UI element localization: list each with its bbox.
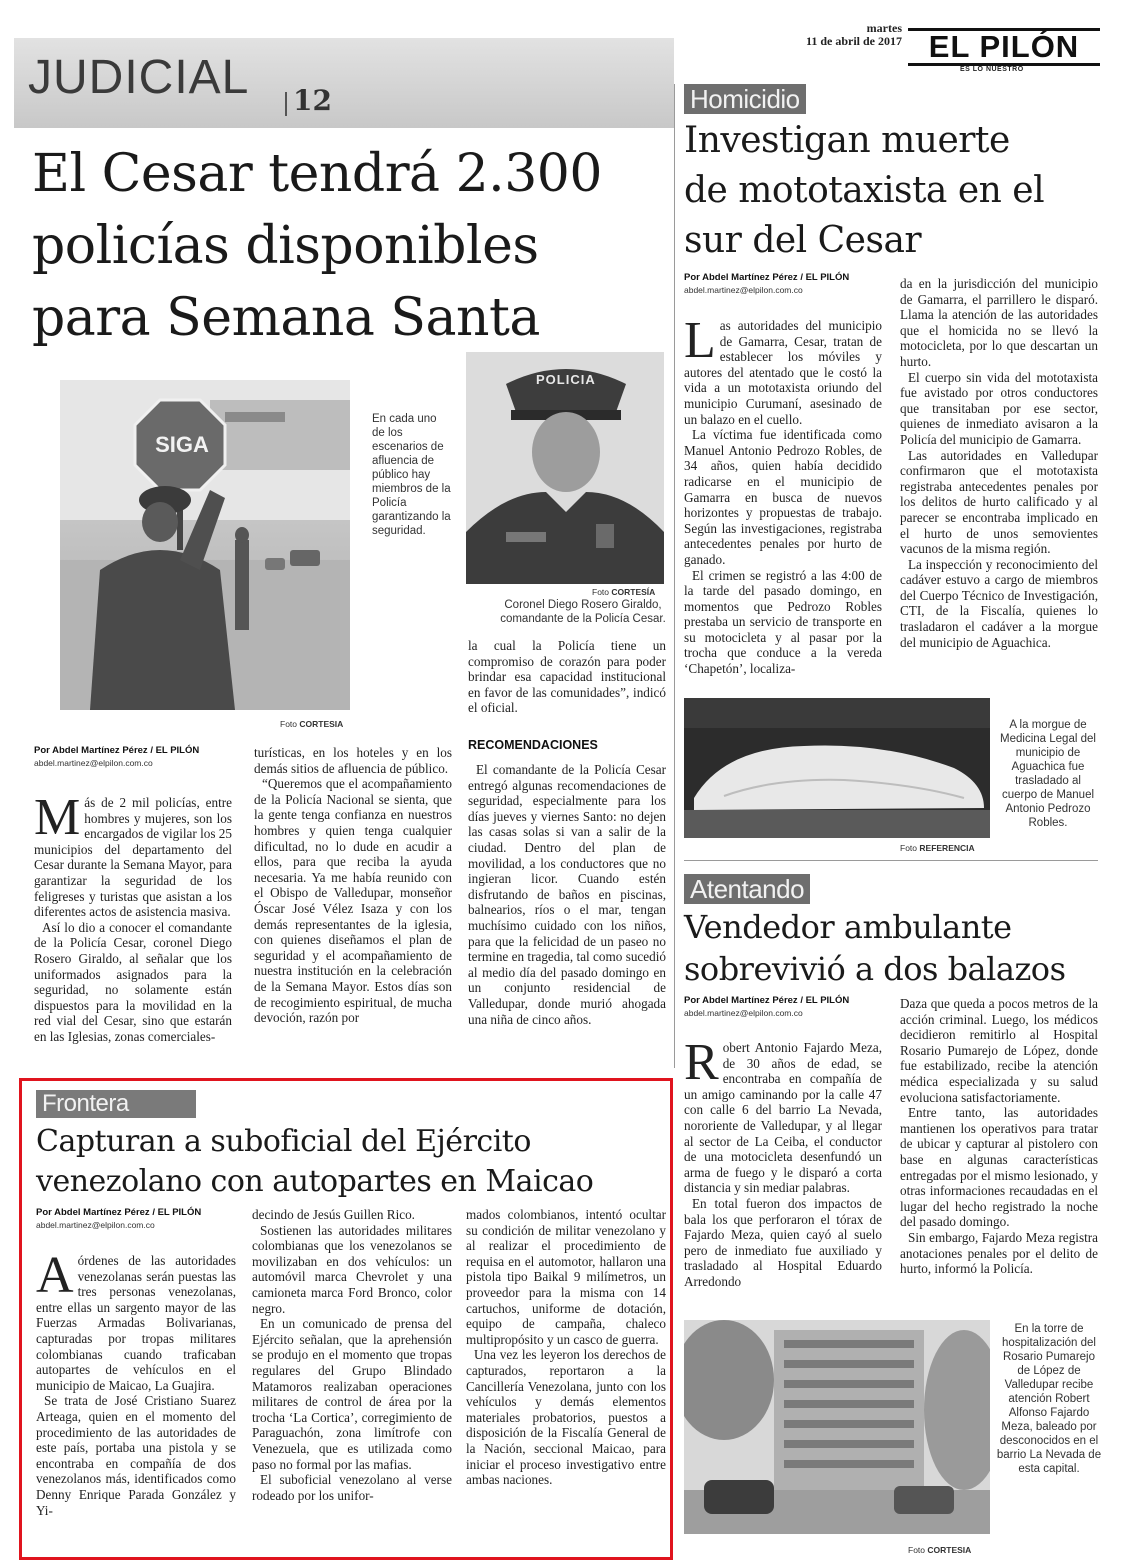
traffic-scene-illustration — [60, 380, 350, 710]
homicidio-col2-para-1: da en la jurisdicción del municipio de Gamarra, el parrillero le disparó. Llama la atención de las autoridades que el homicida no se llevó la motocicleta, por lo que descartan un hurto. — [900, 276, 1098, 369]
atentando-headline-line-2: sobrevivió a dos balazos — [684, 950, 1066, 988]
police-cap-text: POLICIA — [536, 372, 596, 387]
credit-source: CORTESIA — [299, 719, 344, 729]
main-col2-para-2: “Queremos que el acompañamiento de la Policía Nacional se sienta, que la gente tenga confianza en nuestros hombres y quien tenga cualquier dificultad, no lo dude en acudir a ellos, para que reciba la ayuda necesaria. Ya me había reunido con el Obispo de Valledupar, monseñor Óscar José Vélez Isaza y con los demás representantes de la iglesia, con quienes diseñamos el plan de seguridad y el acompañamiento de nuestra institución en la celebración de la Semana Mayor. Estos días son de recogimiento espiritual, de mucha devoción, razón por — [254, 776, 452, 1026]
atentando-tag: Atentando — [684, 874, 810, 904]
main-photo-traffic-officer — [60, 380, 350, 710]
main-byline-email: abdel.martinez@elpilon.com.co — [34, 758, 153, 768]
column-divider-right — [674, 84, 675, 1068]
homicidio-byline-email: abdel.martinez@elpilon.com.co — [684, 285, 803, 295]
main-col-1 — [34, 795, 232, 1067]
credit-source: CORTESÍA — [611, 587, 656, 597]
masthead-slogan: ES LO NUESTRO — [960, 66, 1024, 73]
homicidio-bottom-rule — [684, 860, 1098, 861]
main-col3-para-1: El comandante de la Policía Cesar entregó algunas recomendaciones de seguridad, especialmente para los días jueves y viernes Santo: no dejen las casas solas si van a salir de la ciudad. Dentro del plan de movilidad, a los conductores que no ingieran licor. Cuando estén disfrutando de baños en piscinas, balnearios, ríos o el mar, tengan muchísimo cuidado con los niños, para que la felicidad de un paseo no termine en tragedia, tal como sucedió al medio día del pasado domingo en un conjunto residencial de Valledupar, donde murió ahogada una niña de cinco años. — [468, 762, 666, 1027]
homicidio-headline — [684, 116, 1104, 266]
homicidio-photo-credit — [900, 843, 975, 853]
homicidio-col1-para-1 — [684, 318, 882, 427]
section-name: JUDICIAL — [28, 51, 250, 104]
credit-prefix: Foto — [900, 843, 918, 853]
homicidio-dropcap: L — [684, 318, 716, 369]
main-headline-line-3: para Semana Santa — [32, 288, 540, 348]
main-photo1-credit — [280, 719, 343, 729]
frontera-col2-para-3: En un comunicado de prensa del Ejército señalan, que la aprehensión se produjo en el momento que tropas regulares del Grupo Blindado Matamoros realizaban operaciones militares de control de área por la trocha ‘La Cortica’, corregimiento de Paraguachón, zona limítrofe con Venezuela, que es utilizada como paso no formal por las mafias. — [252, 1316, 452, 1472]
main-photo2-caption: Coronel Diego Rosero Giraldo, comandante de la Policía Cesar. — [500, 599, 666, 625]
homicidio-col1-p1-text: as autoridades del municipio de Gamarra, Cesar, tratan de establecer los móviles y autores del atentado que le costó la vida a un mototaxista oriundo del municipio Curumaní, asesinado de un balazo en el cuello. — [684, 318, 882, 427]
atentando-byline-email: abdel.martinez@elpilon.com.co — [684, 1008, 803, 1018]
credit-source: REFERENCIA — [919, 843, 975, 853]
section-page-number: 12 — [293, 84, 332, 117]
main-col-3-top — [468, 638, 666, 722]
main-col-3 — [468, 762, 666, 1058]
frontera-col-1 — [36, 1253, 236, 1553]
main-col1-para-2: Así lo dio a conocer el comandante de la Policía Cesar, coronel Diego Rosero Giraldo, al señalar que los uniformados asignados para la seguridad, no solamente están dispuestos para la movilidad en la red vial del Cesar, sino que estarán en las Iglesias, zonas comerciales- — [34, 919, 232, 1044]
morgue-illustration — [684, 698, 990, 838]
frontera-col-3 — [466, 1207, 666, 1553]
atentando-col-1 — [684, 1040, 882, 1316]
credit-source: CORTESIA — [927, 1545, 972, 1555]
credit-prefix: Foto — [592, 587, 610, 597]
main-headline-line-2: policías disponibles — [32, 216, 539, 276]
atentando-col-2 — [900, 996, 1098, 1316]
frontera-col2-para-2: Sostienen las autoridades militares colombianas que los venezolanos se movilizaban en dos vehículos: un automóvil marca Chevrolet y una camioneta marca Ford Bronco, color negro. — [252, 1222, 452, 1316]
frontera-col3-para-2: Una vez les leyeron los derechos de capturados, reportaron a la Cancillería Venezolana, junto con los vehículos y demás elementos materiales probatorios, puestos a disposición de la Fiscalía General de la Nación, seccional Maicao, para iniciar el proceso investigativo entre ambas naciones. — [466, 1347, 666, 1488]
homicidio-tag: Homicidio — [684, 84, 806, 114]
main-col2-para-1: turísticas, en los hoteles y en los demás sitios de afluencia de público. — [254, 745, 452, 776]
atentando-dropcap: R — [684, 1040, 719, 1091]
homicidio-headline-line-3: sur del Cesar — [684, 220, 922, 261]
main-headline — [32, 138, 672, 354]
frontera-headline — [36, 1122, 666, 1202]
frontera-byline: Por Abdel Martínez Pérez / EL PILÓN — [36, 1207, 202, 1218]
masthead-date: 11 de abril de 2017 — [805, 34, 902, 48]
frontera-col-2 — [252, 1207, 452, 1553]
homicidio-col1-para-2: La víctima fue identificada como Manuel Antonio Pedrozo Robles, de 34 años, quien había decidido radicarse en el municipio de Gamarra en busca de nuevos horizontes y propuestas de trabajo. Según las investigaciones, registraba antecedentes penales por hurto de ganado. — [684, 427, 882, 567]
homicidio-headline-line-2: de mototaxista en el — [684, 170, 1045, 211]
frontera-dropcap: A — [36, 1253, 74, 1304]
atentando-col1-p1-text: obert Antonio Fajardo Meza, de 30 años de edad, se encontraba en compañía de un amigo caminando por la calle 47 con calle 6 del barrio La Nevada, nororiente de Valledupar, y al llegar al sector de La Ceiba, el conductor de una motocicleta desenfundó un arma de fuego y le disparó a corta distancia y sin mediar palabras. — [684, 1040, 882, 1196]
homicidio-col2-para-2: El cuerpo sin vida del mototaxista fue avistado por otros conductores que transitaban por ese sector, quienes de inmediato avisaron a la Policía del municipio de Gamarra. — [900, 369, 1098, 447]
main-photo-colonel-portrait — [466, 352, 664, 584]
atentando-headline — [684, 906, 1104, 990]
main-photo1-caption: En cada uno de los escenarios de afluencia de público hay miembros de la Policía garantizando la seguridad. — [372, 413, 451, 537]
frontera-col1-para-1 — [36, 1253, 236, 1393]
frontera-col1-para-2: Se trata de José Cristiano Suarez Arteaga, quien en el momento del procedimiento de las autoridades de este país, portaba una pistola y se encontraba en compañía de dos venezolanos más, identificados como Denny Enrique Parada González y Yi- — [36, 1393, 236, 1518]
atentando-col2-para-2: Entre tanto, las autoridades mantienen los operativos para tratar de ubicar y capturar al pistolero con base en algunas características entregadas por el mismo lesionado, y otras informaciones recaudadas en el lugar del hecho registrado la noche del pasado domingo. — [900, 1105, 1098, 1230]
section-divider — [285, 92, 287, 116]
masthead-day: martes — [866, 21, 902, 35]
main-subhead-recomendaciones: RECOMENDACIONES — [468, 738, 598, 752]
homicidio-photo-caption: A la morgue de Medicina Legal del municipio de Aguachica fue trasladado al cuerpo de Manuel Antonio Pedrozo Robles. — [1000, 719, 1096, 829]
frontera-headline-line-1: Capturan a suboficial del Ejército — [36, 1124, 531, 1159]
main-dropcap: M — [34, 795, 81, 846]
homicidio-col-1 — [684, 318, 882, 690]
homicidio-photo-morgue — [684, 698, 990, 838]
frontera-col2-para-1: decindo de Jesús Guillen Rico. — [252, 1207, 415, 1222]
atentando-col2-para-3: Sin embargo, Fajardo Meza registra anotaciones penales por el delito de hurto, informó la Policía. — [900, 1229, 1098, 1277]
frontera-tag: Frontera — [36, 1090, 196, 1118]
main-photo2-credit — [592, 587, 655, 597]
frontera-headline-line-2: venezolano con autopartes en Maicao — [36, 1164, 594, 1199]
frontera-col2-para-4: El suboficial venezolano al verse rodeado por los unifor- — [252, 1472, 452, 1503]
atentando-byline: Por Abdel Martínez Pérez / EL PILÓN — [684, 995, 850, 1006]
homicidio-byline: Por Abdel Martínez Pérez / EL PILÓN — [684, 272, 850, 283]
masthead-logo: EL PILÓN — [908, 28, 1100, 66]
main-col3-top-para: la cual la Policía tiene un compromiso de corazón para poder brindar esa capacidad institucional en favor de las comunidades”, indicó el oficial. — [468, 638, 666, 716]
atentando-photo-caption: En la torre de hospitalización del Rosario Pumarejo de López de Valledupar recibe atención Robert Alfonso Fajardo Meza, baleado por desconocidos en el barrio La Nevada de esta capital. — [996, 1323, 1102, 1475]
atentando-photo-credit — [908, 1545, 971, 1555]
stop-sign-text: SIGA — [155, 432, 209, 457]
main-byline: Por Abdel Martínez Pérez / EL PILÓN — [34, 745, 200, 756]
atentando-col1-para-1 — [684, 1040, 882, 1196]
hospital-illustration — [684, 1320, 990, 1534]
atentando-col2-para-1: Daza que queda a pocos metros de la acción criminal. Luego, los médicos decidieron remitirlo al Hospital Rosario Pumarejo de López, donde fue estabilizado, recibe la atención médica especializada y su salud evoluciona satisfactoriamente. — [900, 996, 1098, 1105]
credit-prefix: Foto — [280, 719, 298, 729]
credit-prefix: Foto — [908, 1545, 926, 1555]
homicidio-col2-para-4: La inspección y reconocimiento del cadáver estuvo a cargo de miembros del Cuerpo Técnico de Investigación, CTI, de la Fiscalía, quienes lo trasladaron el cadáver a la morgue del municipio de Aguachica. — [900, 556, 1098, 650]
main-col1-p1-text: ás de 2 mil policías, entre hombres y mujeres, son los encargados de vigilar los 25 municipios del departamento del Cesar durante la Semana Mayor, para garantizar la seguridad de los feligreses y turistas que asistan a los diferentes actos de asistencia masiva. — [34, 795, 232, 920]
frontera-col3-para-1: mados colombianos, intentó ocultar su condición de militar venezolano y al realizar el procedimiento de requisa en el automotor, hallaron una pistola tipo Baikal 9 milímetros, un proveedor para la misma con 14 cartuchos, uniforme de dotación, equipo de campaña, chaleco multipropósito y un casco de guerra. — [466, 1207, 666, 1347]
atentando-col1-para-2: En total fueron dos impactos de bala los que perforaron el tórax de Fajardo Meza, quien cayó al suelo pero de inmediato fue auxiliado y trasladado al Hospital Eduardo Arredondo — [684, 1195, 882, 1289]
homicidio-col-2 — [900, 276, 1098, 690]
frontera-col1-p1-text: órdenes de las autoridades venezolanas serán puestas las tres personas venezolanas, entre ellas un sargento mayor de las Fuerzas Armadas Bolivarianas, capturadas por tropas militares colombianas cuando traficaban autopartes de vehículos en el municipio de Maicao, La Guajira. — [36, 1253, 236, 1393]
main-col-2 — [254, 745, 452, 1067]
homicidio-col2-para-3: Las autoridades en Valledupar confirmaron que el mototaxista registraba antecedentes penales por los delitos de hurto calificado y al parecer se encontraba implicado en el hurto de unos semovientes vacunos de la misma región. — [900, 447, 1098, 557]
homicidio-col1-para-3: El crimen se registró a las 4:00 de la tarde del pasado domingo, en momentos que Pedrozo Robles prestaba un servicio de transporte en su motocicleta y al pasar por la trocha que conduce a la vereda ‘Chapetón’, localiza- — [684, 567, 882, 677]
masthead-date-block — [770, 22, 902, 48]
atentando-photo-hospital — [684, 1320, 990, 1534]
frontera-byline-email: abdel.martinez@elpilon.com.co — [36, 1220, 155, 1230]
homicidio-headline-line-1: Investigan muerte — [684, 120, 1010, 161]
atentando-headline-line-1: Vendedor ambulante — [684, 908, 1012, 946]
main-col1-para-1 — [34, 795, 232, 920]
main-headline-line-1: El Cesar tendrá 2.300 — [32, 144, 602, 204]
